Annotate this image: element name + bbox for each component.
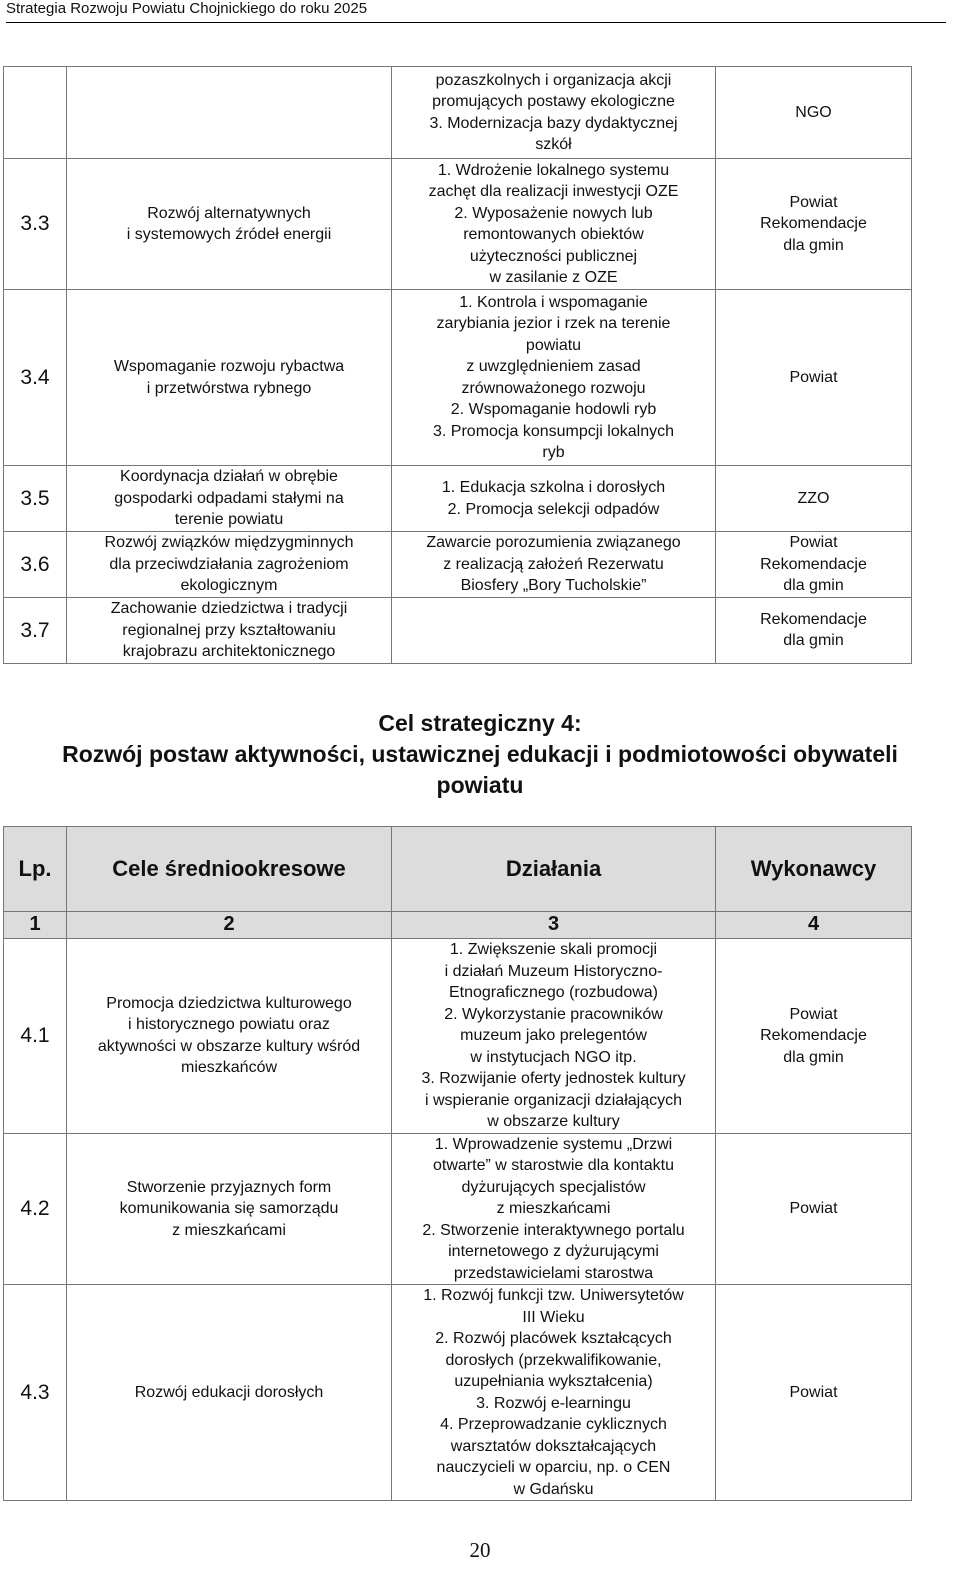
cell-line: i systemowych źródeł energii xyxy=(126,226,332,243)
objective-cell xyxy=(67,1285,392,1501)
table-row xyxy=(4,290,912,466)
strategic-goal-label: Cel strategiczny 4: xyxy=(378,710,582,736)
cell-line: warsztatów dokształcających xyxy=(450,1437,657,1455)
actions-cell xyxy=(392,1285,716,1501)
actions-cell xyxy=(392,290,716,466)
cell-line: Powiat xyxy=(789,534,838,552)
actions-cell xyxy=(392,67,716,159)
cell-line: 1. Rozwój funkcji tzw. Uniwersytetów xyxy=(423,1287,684,1304)
table-row xyxy=(4,939,912,1134)
cell-line: dla gmin xyxy=(783,577,844,595)
cell-line: dla przeciwdziałania zagrożeniom xyxy=(109,555,349,573)
strategic-goal-title-cont: powiatu xyxy=(436,772,524,798)
cell-line: komunikowania się samorządu xyxy=(119,1200,339,1217)
executors-cell xyxy=(716,1133,912,1285)
cell-line: Powiat xyxy=(789,1005,838,1023)
cell-line: Rekomendacje xyxy=(760,1027,867,1044)
cell-line: uzupełniania wykształcenia) xyxy=(454,1373,653,1390)
cell-line: dla gmin xyxy=(783,1048,844,1066)
cell-line: ekologicznym xyxy=(180,577,278,595)
cell-line: Powiat xyxy=(789,1200,838,1217)
cell-line: internetowego z dyżurującymi xyxy=(448,1243,659,1260)
cell-line: gospodarki odpadami stałymi na xyxy=(114,489,344,507)
objective-cell xyxy=(67,939,392,1134)
cell-line: 3. Promocja konsumpcji lokalnych xyxy=(433,422,674,440)
cell-line: Powiat xyxy=(789,193,838,211)
executors-cell xyxy=(716,532,912,598)
column-number: 4 xyxy=(716,912,912,939)
cell-line: otwarte” w starostwie dla kontaktu xyxy=(433,1157,674,1174)
cell-line: 3. Rozwijanie oferty jednostek kultury xyxy=(421,1070,686,1087)
actions-cell xyxy=(392,598,716,664)
row-number: 4.2 xyxy=(4,1133,67,1285)
cell-line: krajobrazu architektonicznego xyxy=(122,643,336,660)
cell-line: Powiat xyxy=(789,1383,838,1401)
executors-cell xyxy=(716,598,912,664)
cell-line: dyżurujących specjalistów xyxy=(461,1178,646,1196)
actions-cell xyxy=(392,466,716,532)
executors-cell xyxy=(716,67,912,159)
table-row xyxy=(4,159,912,290)
table-row xyxy=(4,532,912,598)
objective-cell xyxy=(67,159,392,290)
column-number-row xyxy=(4,912,912,939)
cell-line: i działań Muzeum Historyczno- xyxy=(444,962,663,980)
cell-line: zachęt dla realizacji inwestycji OZE xyxy=(428,183,679,200)
cell-line: i wspieranie organizacji działających xyxy=(424,1091,682,1109)
cell-line: NGO xyxy=(795,103,832,121)
cell-line: i przetwórstwa rybnego xyxy=(146,379,312,397)
row-number: 3.7 xyxy=(4,598,67,664)
actions-cell xyxy=(392,532,716,598)
cell-line: 2. Wykorzystanie pracowników xyxy=(444,1005,663,1023)
cell-line: 2. Wyposażenie nowych lub xyxy=(454,204,653,222)
cell-line: regionalnej przy kształtowaniu xyxy=(122,621,336,639)
executors-cell xyxy=(716,1285,912,1501)
strategic-goal-heading xyxy=(0,708,960,801)
cell-line: 2. Wspomaganie hodowli ryb xyxy=(450,401,657,418)
cell-line: 1. Wdrożenie lokalnego systemu xyxy=(437,161,670,179)
cell-line: powiatu xyxy=(525,336,582,354)
cell-line: z mieszkańcami xyxy=(496,1200,611,1217)
cell-line: 1. Kontrola i wspomaganie xyxy=(459,293,648,311)
table-row xyxy=(4,466,912,532)
cell-line: 1. Edukacja szkolna i dorosłych xyxy=(441,479,666,496)
cell-line: Rekomendacje xyxy=(760,610,867,628)
cell-line: Rozwój edukacji dorosłych xyxy=(134,1383,324,1401)
objective-cell xyxy=(67,532,392,598)
cell-line: Biosfery „Bory Tucholskie” xyxy=(460,577,647,595)
cell-line: promujących postawy ekologiczne xyxy=(432,93,675,110)
cell-line: III Wieku xyxy=(522,1308,585,1326)
column-number: 2 xyxy=(67,912,392,939)
table-row xyxy=(4,598,912,664)
cell-line: aktywności w obszarze kultury wśród xyxy=(97,1037,361,1055)
cell-line: szkół xyxy=(535,136,572,153)
cell-line: w Gdańsku xyxy=(513,1480,594,1498)
objective-cell xyxy=(67,290,392,466)
row-number: 3.5 xyxy=(4,466,67,532)
cell-line: Etnograficznego (rozbudowa) xyxy=(448,984,658,1001)
executors-cell xyxy=(716,939,912,1134)
cell-line: Rekomendacje xyxy=(760,555,867,573)
cell-line: 3. Modernizacja bazy dydaktycznej xyxy=(429,114,678,132)
cell-line: Rekomendacje xyxy=(760,215,867,233)
row-number: 4.3 xyxy=(4,1285,67,1501)
column-number: 3 xyxy=(392,912,716,939)
cell-line: z uwzględnieniem zasad xyxy=(466,358,641,375)
cell-line: i historycznego powiatu oraz xyxy=(128,1016,330,1034)
cell-line: w instytucjach NGO itp. xyxy=(470,1048,637,1066)
cell-line: zrównoważonego rozwoju xyxy=(461,379,646,397)
row-number xyxy=(4,67,67,159)
table-row xyxy=(4,1133,912,1285)
cell-line: muzeum jako prelegentów xyxy=(460,1027,647,1044)
cell-line: z mieszkańcami xyxy=(172,1221,286,1239)
cell-line: Rozwój alternatywnych xyxy=(147,204,311,222)
cell-line: w obszarze kultury xyxy=(487,1113,620,1130)
cell-line: ZZO xyxy=(797,489,830,507)
cell-line: 1. Zwiększenie skali promocji xyxy=(449,941,658,958)
cell-line: nauczycieli w oparciu, np. o CEN xyxy=(436,1459,671,1476)
cell-line: użyteczności publicznej xyxy=(469,247,638,265)
executors-cell xyxy=(716,290,912,466)
cell-line: Zachowanie dziedzictwa i tradycji xyxy=(110,600,348,617)
cell-line: Koordynacja działań w obrębie xyxy=(120,468,338,486)
objectives-table-3 xyxy=(3,66,912,664)
objective-cell xyxy=(67,1133,392,1285)
cell-line: Stworzenie przyjaznych form xyxy=(126,1178,332,1196)
objectives-table-4 xyxy=(3,826,912,1501)
table-row xyxy=(4,1285,912,1501)
page-number: 20 xyxy=(469,1538,491,1562)
cell-line: mieszkańców xyxy=(180,1059,278,1077)
cell-line: 2. Promocja selekcji odpadów xyxy=(447,500,660,518)
cell-line: dla gmin xyxy=(783,236,844,254)
actions-cell xyxy=(392,939,716,1134)
row-number: 3.4 xyxy=(4,290,67,466)
cell-line: remontowanych obiektów xyxy=(463,226,644,243)
cell-line: zarybiania jezior i rzek na terenie xyxy=(436,315,671,332)
cell-line: 1. Wprowadzenie systemu „Drzwi xyxy=(434,1135,673,1153)
cell-line: 2. Rozwój placówek kształcących xyxy=(435,1330,672,1347)
header-wykonawcy: Wykonawcy xyxy=(716,827,912,912)
cell-line: z realizacją założeń Rezerwatu xyxy=(443,555,664,573)
header-lp: Lp. xyxy=(4,827,67,912)
cell-line: ryb xyxy=(542,444,565,461)
cell-line: w zasilanie z OZE xyxy=(489,269,618,286)
objective-cell xyxy=(67,466,392,532)
column-number: 1 xyxy=(4,912,67,939)
cell-line: Powiat xyxy=(789,368,838,386)
objective-cell xyxy=(67,598,392,664)
cell-line: dorosłych (przekwalifikowanie, xyxy=(445,1351,662,1369)
cell-line: dla gmin xyxy=(783,632,844,650)
cell-line: 4. Przeprowadzanie cyklicznych xyxy=(440,1416,667,1433)
objective-cell xyxy=(67,67,392,159)
cell-line: terenie powiatu xyxy=(174,511,284,529)
row-number: 4.1 xyxy=(4,939,67,1134)
executors-cell xyxy=(716,159,912,290)
cell-line: Promocja dziedzictwa kulturowego xyxy=(106,994,352,1012)
cell-line: pozaszkolnych i organizacja akcji xyxy=(435,71,672,89)
cell-line: 3. Rozwój e-learningu xyxy=(476,1394,631,1412)
strategic-goal-title: Rozwój postaw aktywności, ustawicznej edukacji i podmiotowości obywateli xyxy=(62,741,898,767)
table-header-row xyxy=(4,827,912,912)
actions-cell xyxy=(392,1133,716,1285)
table-row xyxy=(4,67,912,159)
row-number: 3.3 xyxy=(4,159,67,290)
cell-line: 2. Stworzenie interaktywnego portalu xyxy=(422,1221,685,1239)
document-header: Strategia Rozwoju Powiatu Chojnickiego do roku 2025 xyxy=(6,0,946,23)
row-number: 3.6 xyxy=(4,532,67,598)
cell-line: przedstawicielami starostwa xyxy=(453,1264,654,1282)
cell-line: Rozwój związków międzygminnych xyxy=(104,534,354,552)
cell-line: Wspomaganie rozwoju rybactwa xyxy=(113,358,345,375)
header-cele: Cele średniookresowe xyxy=(67,827,392,912)
header-dzialania: Działania xyxy=(392,827,716,912)
cell-line: Zawarcie porozumienia związanego xyxy=(426,534,681,552)
actions-cell xyxy=(392,159,716,290)
executors-cell xyxy=(716,466,912,532)
